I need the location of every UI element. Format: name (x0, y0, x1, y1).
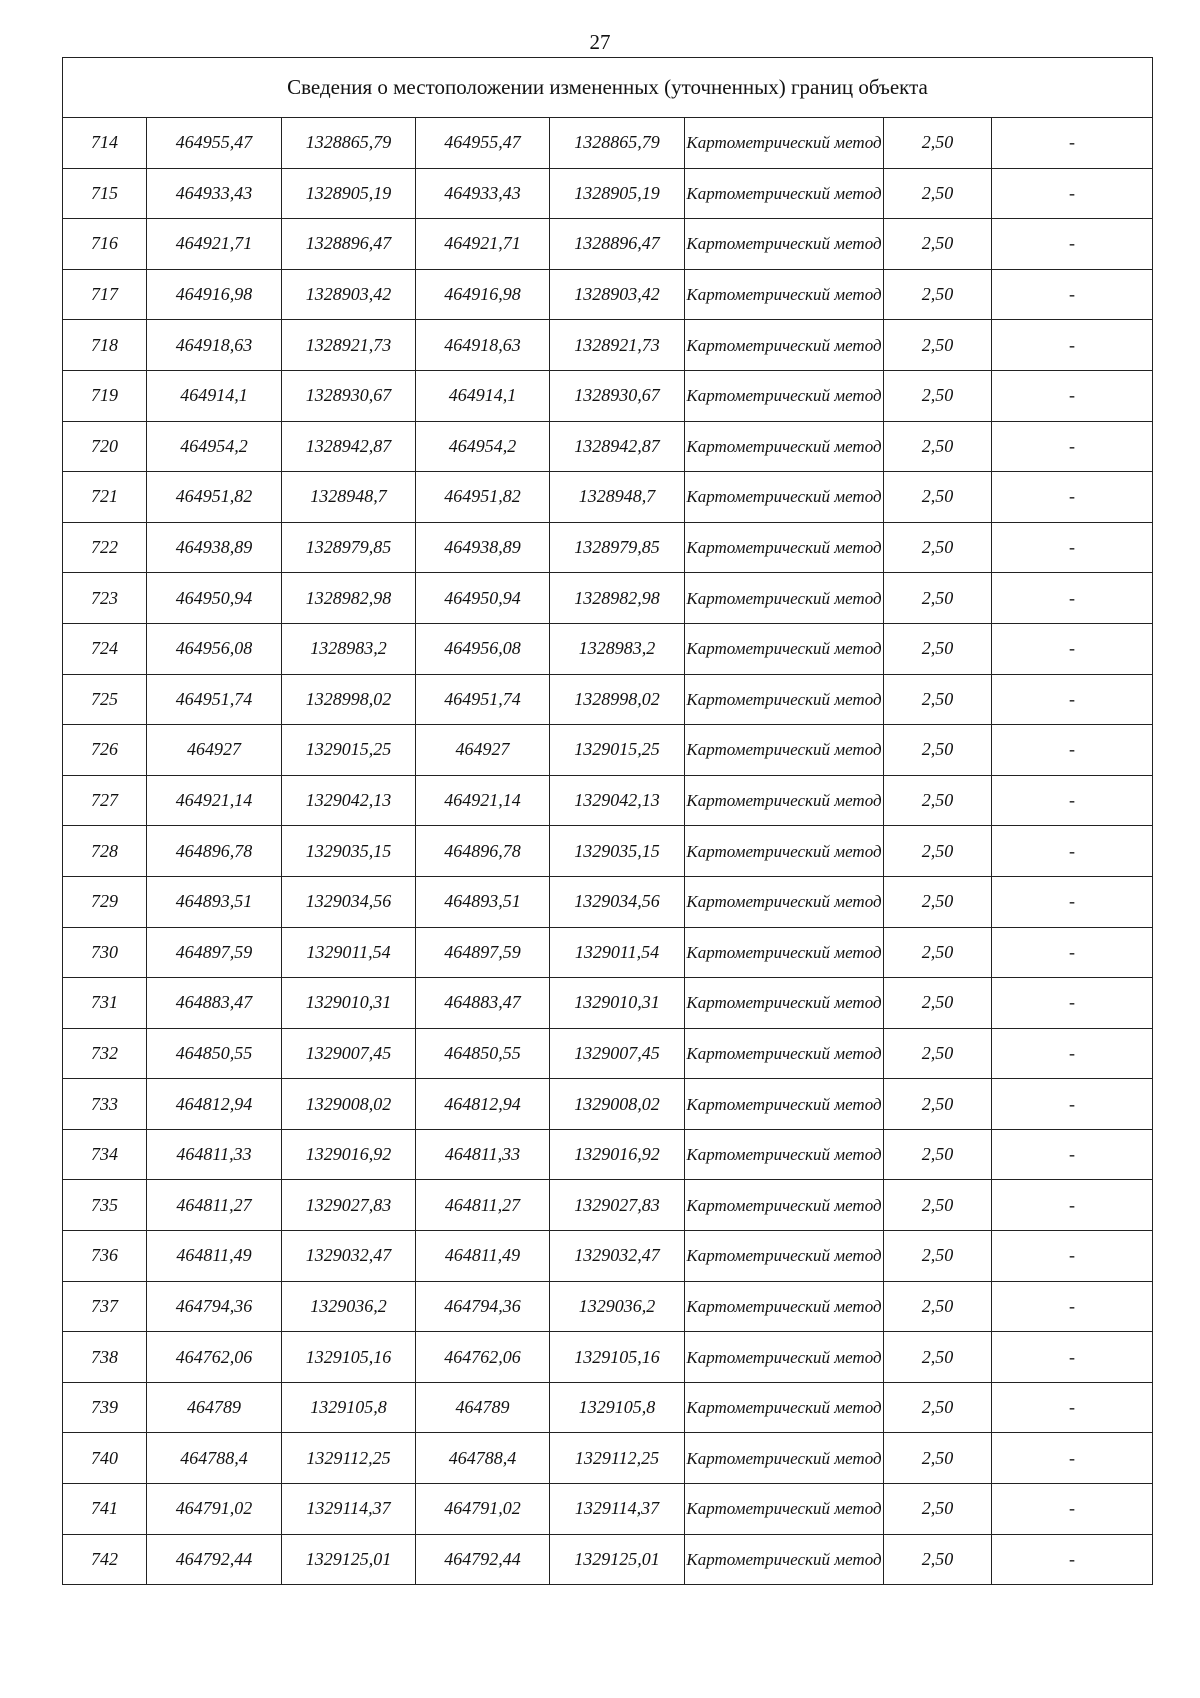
cell-point-number: 725 (63, 674, 147, 725)
boundary-coordinates-table (62, 57, 1153, 1585)
cell-x-new: 464927 (416, 725, 550, 776)
cell-method: Картометрический метод (685, 219, 884, 270)
cell-method: Картометрический метод (685, 674, 884, 725)
cell-accuracy: 2,50 (884, 775, 992, 826)
cell-method: Картометрический метод (685, 573, 884, 624)
cell-y-new: 1328930,67 (550, 370, 685, 421)
cell-y-existing: 1329114,37 (282, 1484, 416, 1535)
cell-method: Картометрический метод (685, 1231, 884, 1282)
cell-description: - (992, 1028, 1153, 1079)
cell-accuracy: 2,50 (884, 421, 992, 472)
cell-y-new: 1328905,19 (550, 168, 685, 219)
cell-x-new: 464921,14 (416, 775, 550, 826)
cell-x-new: 464951,74 (416, 674, 550, 725)
cell-accuracy: 2,50 (884, 1433, 992, 1484)
cell-description: - (992, 472, 1153, 523)
cell-accuracy: 2,50 (884, 1332, 992, 1383)
cell-point-number: 728 (63, 826, 147, 877)
cell-point-number: 720 (63, 421, 147, 472)
table-row (63, 1332, 1153, 1383)
table-row (63, 269, 1153, 320)
cell-y-new: 1328896,47 (550, 219, 685, 270)
cell-x-new: 464950,94 (416, 573, 550, 624)
cell-x-existing: 464791,02 (147, 1484, 282, 1535)
cell-x-new: 464938,89 (416, 522, 550, 573)
table-row (63, 1180, 1153, 1231)
cell-method: Картометрический метод (685, 623, 884, 674)
cell-y-existing: 1329032,47 (282, 1231, 416, 1282)
cell-accuracy: 2,50 (884, 370, 992, 421)
cell-x-existing: 464950,94 (147, 573, 282, 624)
cell-description: - (992, 674, 1153, 725)
cell-x-existing: 464850,55 (147, 1028, 282, 1079)
cell-accuracy: 2,50 (884, 522, 992, 573)
cell-description: - (992, 775, 1153, 826)
cell-point-number: 722 (63, 522, 147, 573)
table-row (63, 370, 1153, 421)
cell-accuracy: 2,50 (884, 472, 992, 523)
cell-description: - (992, 623, 1153, 674)
cell-point-number: 736 (63, 1231, 147, 1282)
table-row (63, 1028, 1153, 1079)
cell-y-new: 1328921,73 (550, 320, 685, 371)
cell-x-new: 464789 (416, 1382, 550, 1433)
cell-point-number: 716 (63, 219, 147, 270)
cell-y-existing: 1329016,92 (282, 1129, 416, 1180)
table-row (63, 674, 1153, 725)
cell-x-existing: 464951,74 (147, 674, 282, 725)
cell-point-number: 732 (63, 1028, 147, 1079)
cell-y-new: 1329007,45 (550, 1028, 685, 1079)
cell-x-existing: 464897,59 (147, 927, 282, 978)
cell-method: Картометрический метод (685, 775, 884, 826)
cell-x-new: 464893,51 (416, 876, 550, 927)
cell-x-existing: 464893,51 (147, 876, 282, 927)
cell-y-existing: 1329105,8 (282, 1382, 416, 1433)
cell-x-new: 464954,2 (416, 421, 550, 472)
table-row (63, 421, 1153, 472)
cell-accuracy: 2,50 (884, 1281, 992, 1332)
table-row (63, 472, 1153, 523)
cell-description: - (992, 1180, 1153, 1231)
cell-x-new: 464850,55 (416, 1028, 550, 1079)
cell-x-existing: 464811,49 (147, 1231, 282, 1282)
cell-description: - (992, 1382, 1153, 1433)
cell-x-new: 464812,94 (416, 1079, 550, 1130)
cell-y-new: 1329015,25 (550, 725, 685, 776)
table-row (63, 623, 1153, 674)
cell-description: - (992, 1332, 1153, 1383)
cell-y-new: 1329035,15 (550, 826, 685, 877)
cell-point-number: 738 (63, 1332, 147, 1383)
cell-x-existing: 464956,08 (147, 623, 282, 674)
cell-y-existing: 1328905,19 (282, 168, 416, 219)
cell-accuracy: 2,50 (884, 219, 992, 270)
cell-x-existing: 464955,47 (147, 118, 282, 169)
cell-x-existing: 464812,94 (147, 1079, 282, 1130)
cell-description: - (992, 1079, 1153, 1130)
cell-accuracy: 2,50 (884, 1028, 992, 1079)
cell-y-new: 1328983,2 (550, 623, 685, 674)
cell-y-existing: 1329112,25 (282, 1433, 416, 1484)
cell-method: Картометрический метод (685, 1180, 884, 1231)
table-body (63, 58, 1153, 1585)
table-row (63, 1433, 1153, 1484)
cell-x-existing: 464914,1 (147, 370, 282, 421)
cell-x-existing: 464883,47 (147, 978, 282, 1029)
cell-method: Картометрический метод (685, 876, 884, 927)
cell-y-existing: 1328983,2 (282, 623, 416, 674)
cell-accuracy: 2,50 (884, 1382, 992, 1433)
cell-y-existing: 1329042,13 (282, 775, 416, 826)
cell-accuracy: 2,50 (884, 1079, 992, 1130)
cell-method: Картометрический метод (685, 1382, 884, 1433)
cell-x-existing: 464918,63 (147, 320, 282, 371)
cell-y-existing: 1328903,42 (282, 269, 416, 320)
cell-x-existing: 464811,33 (147, 1129, 282, 1180)
cell-x-new: 464883,47 (416, 978, 550, 1029)
cell-point-number: 729 (63, 876, 147, 927)
table-row (63, 219, 1153, 270)
cell-description: - (992, 168, 1153, 219)
table-title-row (63, 58, 1153, 118)
cell-description: - (992, 1129, 1153, 1180)
cell-x-existing: 464921,14 (147, 775, 282, 826)
table-row (63, 1484, 1153, 1535)
cell-x-new: 464933,43 (416, 168, 550, 219)
cell-y-existing: 1328930,67 (282, 370, 416, 421)
cell-y-new: 1328998,02 (550, 674, 685, 725)
cell-x-existing: 464792,44 (147, 1534, 282, 1585)
cell-y-new: 1328865,79 (550, 118, 685, 169)
cell-y-new: 1329042,13 (550, 775, 685, 826)
cell-description: - (992, 1484, 1153, 1535)
cell-method: Картометрический метод (685, 1332, 884, 1383)
cell-y-existing: 1328865,79 (282, 118, 416, 169)
cell-method: Картометрический метод (685, 1129, 884, 1180)
cell-point-number: 734 (63, 1129, 147, 1180)
cell-point-number: 737 (63, 1281, 147, 1332)
cell-point-number: 717 (63, 269, 147, 320)
table-row (63, 978, 1153, 1029)
cell-method: Картометрический метод (685, 1534, 884, 1585)
cell-point-number: 723 (63, 573, 147, 624)
cell-description: - (992, 269, 1153, 320)
cell-y-new: 1329105,16 (550, 1332, 685, 1383)
cell-method: Картометрический метод (685, 522, 884, 573)
cell-point-number: 740 (63, 1433, 147, 1484)
cell-description: - (992, 573, 1153, 624)
cell-point-number: 742 (63, 1534, 147, 1585)
cell-x-new: 464897,59 (416, 927, 550, 978)
cell-accuracy: 2,50 (884, 573, 992, 624)
cell-description: - (992, 1231, 1153, 1282)
cell-y-new: 1329008,02 (550, 1079, 685, 1130)
cell-x-existing: 464938,89 (147, 522, 282, 573)
cell-description: - (992, 370, 1153, 421)
cell-x-new: 464955,47 (416, 118, 550, 169)
cell-method: Картометрический метод (685, 1484, 884, 1535)
cell-x-new: 464956,08 (416, 623, 550, 674)
cell-x-new: 464811,33 (416, 1129, 550, 1180)
cell-x-existing: 464954,2 (147, 421, 282, 472)
table-row (63, 775, 1153, 826)
cell-description: - (992, 219, 1153, 270)
cell-accuracy: 2,50 (884, 623, 992, 674)
cell-point-number: 733 (63, 1079, 147, 1130)
cell-y-new: 1329016,92 (550, 1129, 685, 1180)
cell-description: - (992, 421, 1153, 472)
cell-method: Картометрический метод (685, 1079, 884, 1130)
cell-accuracy: 2,50 (884, 168, 992, 219)
cell-y-new: 1329125,01 (550, 1534, 685, 1585)
cell-y-existing: 1329007,45 (282, 1028, 416, 1079)
cell-point-number: 714 (63, 118, 147, 169)
cell-y-new: 1329105,8 (550, 1382, 685, 1433)
cell-y-existing: 1328982,98 (282, 573, 416, 624)
cell-y-existing: 1328921,73 (282, 320, 416, 371)
cell-point-number: 741 (63, 1484, 147, 1535)
cell-x-existing: 464896,78 (147, 826, 282, 877)
cell-x-existing: 464951,82 (147, 472, 282, 523)
cell-method: Картометрический метод (685, 1433, 884, 1484)
cell-y-new: 1328982,98 (550, 573, 685, 624)
cell-accuracy: 2,50 (884, 978, 992, 1029)
cell-y-existing: 1328979,85 (282, 522, 416, 573)
cell-y-existing: 1328998,02 (282, 674, 416, 725)
cell-accuracy: 2,50 (884, 118, 992, 169)
cell-y-existing: 1329105,16 (282, 1332, 416, 1383)
cell-method: Картометрический метод (685, 269, 884, 320)
cell-x-existing: 464789 (147, 1382, 282, 1433)
cell-y-new: 1329114,37 (550, 1484, 685, 1535)
cell-x-new: 464762,06 (416, 1332, 550, 1383)
cell-x-new: 464916,98 (416, 269, 550, 320)
cell-x-new: 464921,71 (416, 219, 550, 270)
cell-y-existing: 1329015,25 (282, 725, 416, 776)
cell-point-number: 739 (63, 1382, 147, 1433)
cell-accuracy: 2,50 (884, 927, 992, 978)
table-row (63, 1129, 1153, 1180)
cell-accuracy: 2,50 (884, 1129, 992, 1180)
cell-x-existing: 464927 (147, 725, 282, 776)
table-row (63, 725, 1153, 776)
cell-y-existing: 1329011,54 (282, 927, 416, 978)
cell-x-new: 464811,49 (416, 1231, 550, 1282)
cell-method: Картометрический метод (685, 118, 884, 169)
table-row (63, 168, 1153, 219)
cell-x-new: 464788,4 (416, 1433, 550, 1484)
cell-point-number: 731 (63, 978, 147, 1029)
cell-x-new: 464811,27 (416, 1180, 550, 1231)
cell-y-new: 1329011,54 (550, 927, 685, 978)
cell-y-new: 1328979,85 (550, 522, 685, 573)
cell-point-number: 715 (63, 168, 147, 219)
cell-point-number: 726 (63, 725, 147, 776)
cell-x-existing: 464811,27 (147, 1180, 282, 1231)
cell-y-new: 1329027,83 (550, 1180, 685, 1231)
cell-method: Картометрический метод (685, 1281, 884, 1332)
table-row (63, 1281, 1153, 1332)
cell-method: Картометрический метод (685, 370, 884, 421)
cell-accuracy: 2,50 (884, 876, 992, 927)
cell-point-number: 719 (63, 370, 147, 421)
cell-method: Картометрический метод (685, 168, 884, 219)
table-row (63, 522, 1153, 573)
cell-description: - (992, 978, 1153, 1029)
cell-y-existing: 1329036,2 (282, 1281, 416, 1332)
cell-point-number: 721 (63, 472, 147, 523)
cell-description: - (992, 320, 1153, 371)
cell-y-existing: 1329035,15 (282, 826, 416, 877)
cell-x-existing: 464933,43 (147, 168, 282, 219)
cell-y-new: 1329010,31 (550, 978, 685, 1029)
cell-y-existing: 1329034,56 (282, 876, 416, 927)
cell-method: Картометрический метод (685, 472, 884, 523)
cell-y-existing: 1328942,87 (282, 421, 416, 472)
cell-y-new: 1329032,47 (550, 1231, 685, 1282)
cell-y-existing: 1328896,47 (282, 219, 416, 270)
cell-y-new: 1328942,87 (550, 421, 685, 472)
cell-x-new: 464914,1 (416, 370, 550, 421)
cell-description: - (992, 1433, 1153, 1484)
cell-accuracy: 2,50 (884, 1231, 992, 1282)
table-row (63, 927, 1153, 978)
cell-accuracy: 2,50 (884, 826, 992, 877)
cell-description: - (992, 725, 1153, 776)
cell-x-new: 464951,82 (416, 472, 550, 523)
cell-accuracy: 2,50 (884, 1534, 992, 1585)
cell-y-new: 1329034,56 (550, 876, 685, 927)
cell-x-existing: 464794,36 (147, 1281, 282, 1332)
cell-x-new: 464918,63 (416, 320, 550, 371)
cell-point-number: 727 (63, 775, 147, 826)
cell-method: Картометрический метод (685, 320, 884, 371)
cell-x-existing: 464762,06 (147, 1332, 282, 1383)
cell-accuracy: 2,50 (884, 320, 992, 371)
cell-y-existing: 1329010,31 (282, 978, 416, 1029)
cell-method: Картометрический метод (685, 421, 884, 472)
cell-accuracy: 2,50 (884, 725, 992, 776)
cell-point-number: 724 (63, 623, 147, 674)
cell-point-number: 730 (63, 927, 147, 978)
cell-method: Картометрический метод (685, 725, 884, 776)
cell-description: - (992, 1534, 1153, 1585)
cell-x-new: 464896,78 (416, 826, 550, 877)
cell-y-new: 1328948,7 (550, 472, 685, 523)
cell-x-existing: 464921,71 (147, 219, 282, 270)
table-row (63, 826, 1153, 877)
cell-x-new: 464794,36 (416, 1281, 550, 1332)
table-row (63, 1382, 1153, 1433)
cell-description: - (992, 876, 1153, 927)
cell-description: - (992, 927, 1153, 978)
cell-method: Картометрический метод (685, 1028, 884, 1079)
table-row (63, 876, 1153, 927)
table-row (63, 320, 1153, 371)
table-row (63, 1079, 1153, 1130)
cell-x-existing: 464788,4 (147, 1433, 282, 1484)
cell-y-existing: 1329008,02 (282, 1079, 416, 1130)
cell-description: - (992, 118, 1153, 169)
table-row (63, 1534, 1153, 1585)
cell-accuracy: 2,50 (884, 674, 992, 725)
cell-y-new: 1328903,42 (550, 269, 685, 320)
cell-description: - (992, 1281, 1153, 1332)
cell-accuracy: 2,50 (884, 1484, 992, 1535)
cell-x-new: 464791,02 (416, 1484, 550, 1535)
table-title: Сведения о местоположении измененных (уточненных) границ объекта (63, 58, 1153, 118)
page-number: 27 (589, 30, 611, 54)
cell-point-number: 718 (63, 320, 147, 371)
cell-y-existing: 1328948,7 (282, 472, 416, 523)
table-row (63, 118, 1153, 169)
cell-accuracy: 2,50 (884, 269, 992, 320)
cell-description: - (992, 522, 1153, 573)
cell-y-new: 1329036,2 (550, 1281, 685, 1332)
cell-method: Картометрический метод (685, 978, 884, 1029)
cell-description: - (992, 826, 1153, 877)
cell-y-new: 1329112,25 (550, 1433, 685, 1484)
table-row (63, 1231, 1153, 1282)
cell-point-number: 735 (63, 1180, 147, 1231)
table-row (63, 573, 1153, 624)
cell-y-existing: 1329027,83 (282, 1180, 416, 1231)
cell-method: Картометрический метод (685, 927, 884, 978)
cell-method: Картометрический метод (685, 826, 884, 877)
cell-accuracy: 2,50 (884, 1180, 992, 1231)
cell-y-existing: 1329125,01 (282, 1534, 416, 1585)
cell-x-existing: 464916,98 (147, 269, 282, 320)
cell-x-new: 464792,44 (416, 1534, 550, 1585)
